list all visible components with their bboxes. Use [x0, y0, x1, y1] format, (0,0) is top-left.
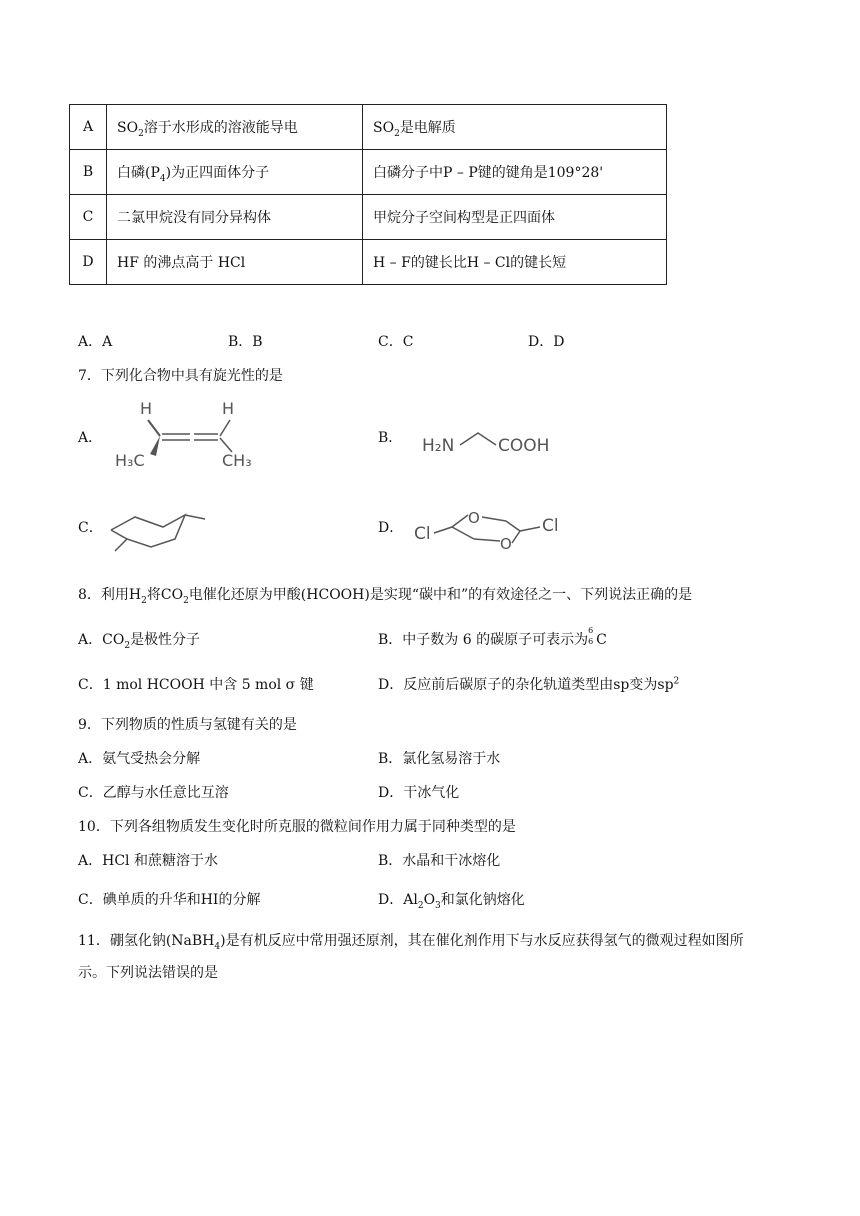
q6-option-b: B．B: [228, 334, 263, 350]
amino-label: H₂N: [422, 436, 455, 456]
q10-option-b: B．水晶和干冰熔化: [378, 853, 501, 869]
oxygen-label: O: [500, 535, 512, 553]
q7-label-b: B．: [378, 430, 403, 446]
cyclohexane-chair-structure: [105, 505, 215, 555]
allene-structure: [110, 396, 280, 476]
row-fact: $SO_2$溶于水形成的溶液能导电: [107, 105, 363, 150]
row-key: A: [70, 105, 107, 150]
row-explanation: H – F的键长比H – Cl的键长短: [363, 240, 667, 285]
chlorine-label: Cl: [414, 524, 431, 544]
carboxyl-label: COOH: [498, 436, 550, 456]
q10-option-c: C．碘单质的升华和HI的分解: [78, 892, 261, 908]
q10-stem: 10．下列各组物质发生变化时所克服的微粒间作用力属于同种类型的是: [78, 819, 516, 835]
q9-option-c: C．乙醇与水任意比互溶: [78, 785, 229, 801]
q7-label-c: C．: [78, 520, 103, 536]
methyl-label: CH₃: [222, 451, 252, 470]
q6-option-a: A．A: [78, 334, 113, 350]
glycine-structure: [420, 425, 570, 465]
row-explanation: 甲烷分子空间构型是正四面体: [363, 195, 667, 240]
row-fact: 二氯甲烷没有同分异构体: [107, 195, 363, 240]
row-explanation: $SO_2$是电解质: [363, 105, 667, 150]
q6-option-c: C．C: [378, 334, 414, 350]
row-fact: 白磷$(P_4)$为正四面体分子: [107, 150, 363, 195]
row-key: D: [70, 240, 107, 285]
q7-label-d: D．: [378, 520, 404, 536]
atom-h-label: H: [140, 399, 153, 418]
q9-option-d: D．干冰气化: [378, 785, 460, 801]
table-row: [70, 105, 667, 150]
q9-option-b: B．氯化氢易溶于水: [378, 751, 501, 767]
methyl-label: H₃C: [115, 451, 145, 470]
row-key: B: [70, 150, 107, 195]
q9-stem: 9．下列物质的性质与氢键有关的是: [78, 717, 297, 733]
chlorine-label: Cl: [542, 516, 559, 536]
table-row: [70, 150, 667, 195]
q8-stem: 8．利用$H_2$将$CO_2$电催化还原为甲酸(HCOOH)是实现“碳中和”的有效途径之一、下列说法正确的是: [78, 587, 693, 606]
table-row: [70, 240, 667, 285]
q10-option-d: D．$Al_2O_3$和氯化钠熔化: [378, 892, 525, 911]
oxygen-label: O: [468, 509, 480, 527]
q8-option-d: D．反应前后碳原子的杂化轨道类型由sp变为$sp^2$: [378, 676, 680, 693]
atom-h-label: H: [222, 399, 235, 418]
q7-label-a: A．: [78, 430, 103, 446]
q10-option-a: A．HCl 和蔗糖溶于水: [78, 853, 218, 869]
q8-option-c: C．1 mol HCOOH 中含 5 mol σ 键: [78, 677, 314, 693]
q8-option-b: B．中子数为 6 的碳原子可表示为 6 6 C: [378, 626, 607, 648]
q7-stem: 7．下列化合物中具有旋光性的是: [78, 368, 283, 384]
q9-option-a: A．氨气受热会分解: [78, 751, 201, 767]
question-6-table: [69, 104, 667, 285]
q11-stem-line2: 示。下列说法错误的是: [78, 965, 218, 981]
row-key: C: [70, 195, 107, 240]
row-fact: HF 的沸点高于 HCl: [107, 240, 363, 285]
q6-option-d: D．D: [528, 334, 565, 350]
row-explanation: 白磷分子中P – P键的键角是109°28': [363, 150, 667, 195]
table-row: [70, 195, 667, 240]
dichlorodioxane-structure: [412, 505, 572, 555]
q8-option-a: A．$CO_2$是极性分子: [78, 632, 201, 651]
q11-stem-line1: 11．硼氢化钠(NaBH$_4$)是有机反应中常用强还原剂，其在催化剂作用下与水反应获得氢气的微观过程如图所: [78, 933, 744, 952]
